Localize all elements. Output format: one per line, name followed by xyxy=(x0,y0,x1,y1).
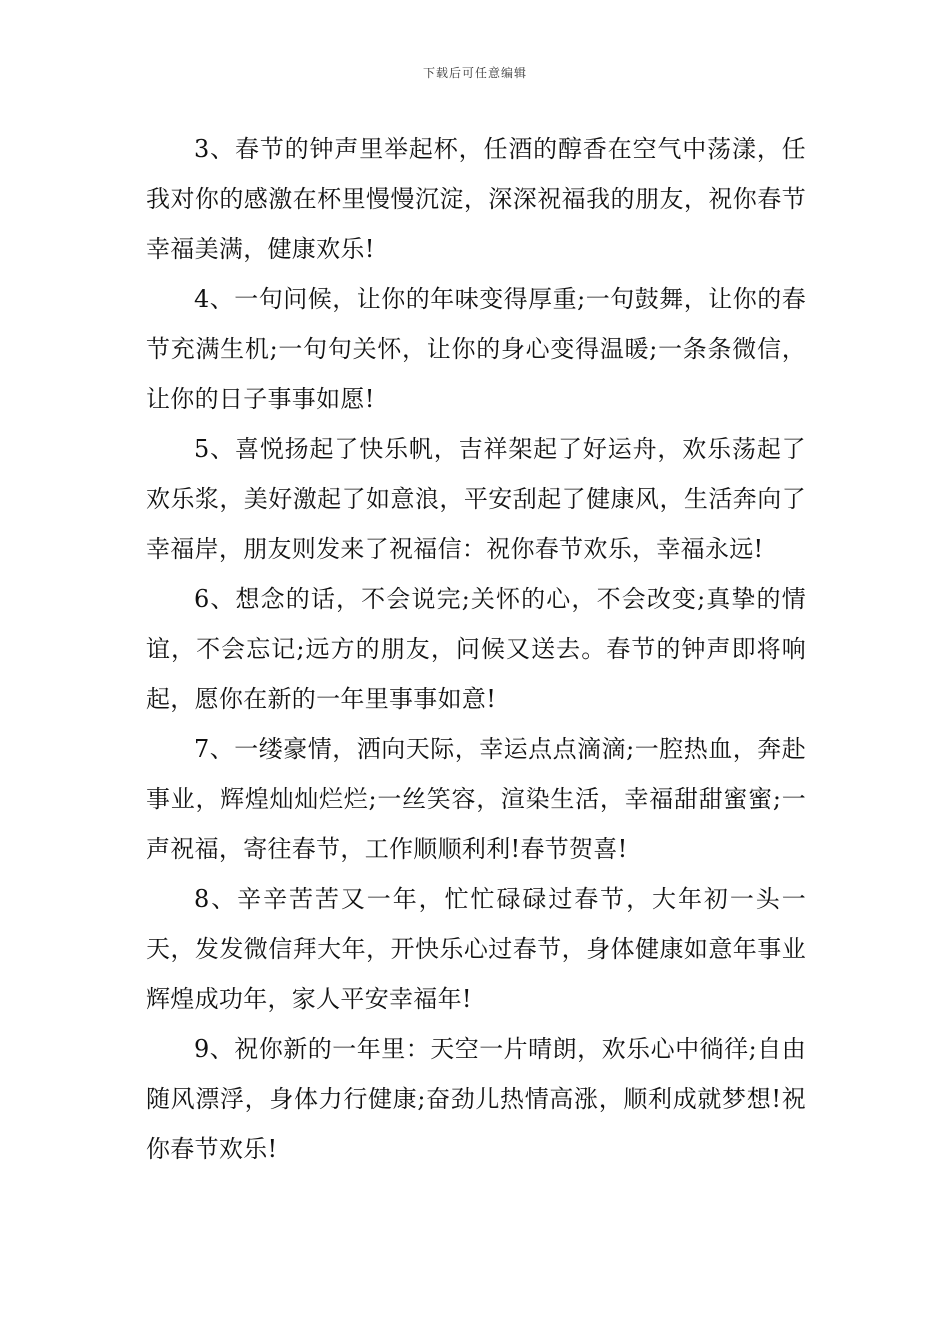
document-body xyxy=(146,124,806,1174)
paragraph-9: 9、祝你新的一年里：天空一片晴朗，欢乐心中徜徉;自由随风漂浮，身体力行健康;奋劲儿热情高涨，顺利成就梦想!祝你春节欢乐! xyxy=(146,1035,806,1163)
paragraph-4: 4、一句问候，让你的年味变得厚重;一句鼓舞，让你的春节充满生机;一句句关怀，让你的身心变得温暖;一条条微信，让你的日子事事如愿! xyxy=(146,285,806,413)
paragraph-7: 7、一缕豪情，洒向天际，幸运点点滴滴;一腔热血，奔赴事业，辉煌灿灿烂烂;一丝笑容，渲染生活，幸福甜甜蜜蜜;一声祝福，寄往春节，工作顺顺利利!春节贺喜! xyxy=(146,735,806,863)
paragraph-5: 5、喜悦扬起了快乐帆，吉祥架起了好运舟，欢乐荡起了欢乐浆，美好激起了如意浪，平安刮起了健康风，生活奔向了幸福岸，朋友则发来了祝福信：祝你春节欢乐，幸福永远! xyxy=(146,435,806,563)
paragraph-8: 8、辛辛苦苦又一年，忙忙碌碌过春节，大年初一头一天，发发微信拜大年，开快乐心过春节，身体健康如意年事业辉煌成功年，家人平安幸福年! xyxy=(146,885,806,1013)
paragraph-6: 6、想念的话，不会说完;关怀的心，不会改变;真挚的情谊，不会忘记;远方的朋友，问候又送去。春节的钟声即将响起，愿你在新的一年里事事如意! xyxy=(146,585,806,713)
paragraph-3: 3、春节的钟声里举起杯，任酒的醇香在空气中荡漾，任我对你的感激在杯里慢慢沉淀，深深祝福我的朋友，祝你春节幸福美满，健康欢乐! xyxy=(146,135,806,263)
page-header-note: 下载后可任意编辑 xyxy=(422,66,527,80)
